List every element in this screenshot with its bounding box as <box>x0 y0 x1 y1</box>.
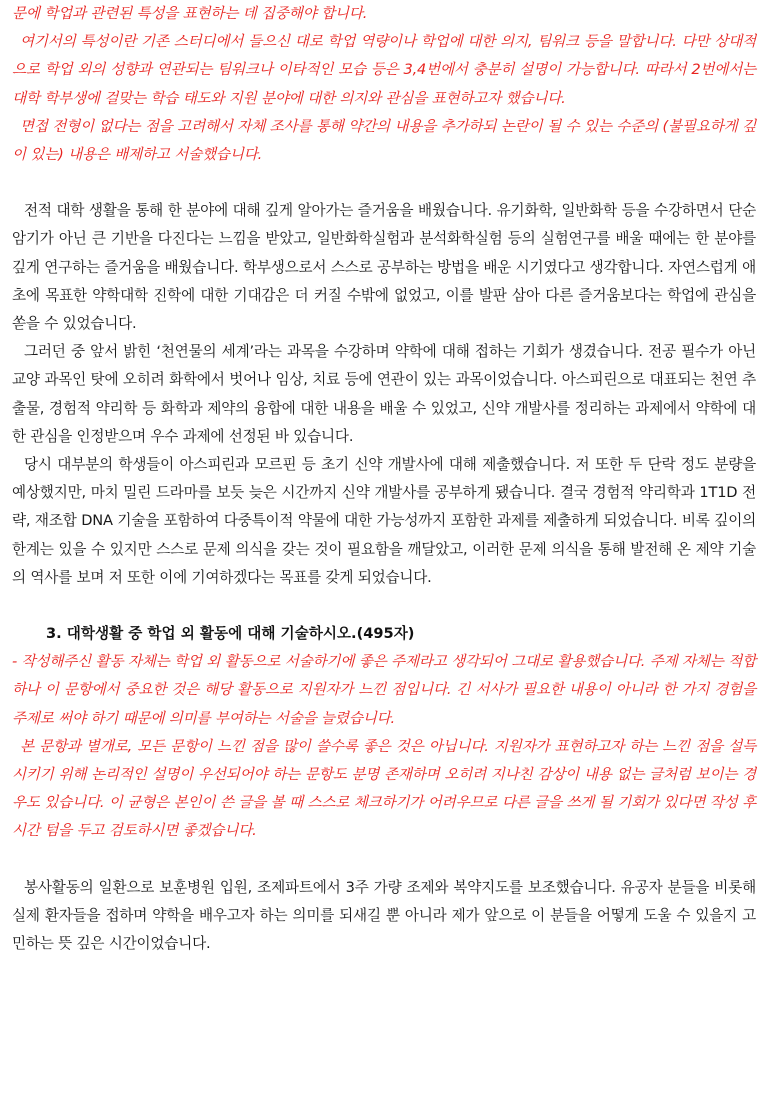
spacer <box>12 169 756 197</box>
feedback-paragraph: 본 문항과 별개로, 모든 문항이 느낀 점을 많이 쓸수록 좋은 것은 아닙니다. 지원자가 표현하고자 하는 느낀 점을 설득시키기 위해 논리적인 설명이 우선되어야 하는 문항도 분명 존재하며 오히려 지나친 감상이 내용 없는 글처럼 보이는 경우도 있습니다. 이 균형은 본인이 쓴 글을 볼 때 스스로 체크하기가 어려우므로 다른 글을 쓰게 될 기회가 있다면 작성 후 시간 텀을 두고 검토하시면 좋겠습니다. <box>12 737 756 840</box>
document-page <box>12 0 756 958</box>
feedback-paragraph: 문에 학업과 관련된 특성을 표현하는 데 집중해야 합니다. <box>12 5 368 22</box>
feedback-paragraph: 여기서의 특성이란 기존 스터디에서 들으신 대로 학업 역량이나 학업에 대한 의지, 팀워크 등을 말합니다. 다만 상대적으로 학업 외의 성향과 연관되는 팀워크나 이타적인 모습 등은 3,4번에서 충분히 설명이 가능합니다. 따라서 2번에서는 대학 학부생에 걸맞는 학습 태도와 지원 분야에 대한 의지와 관심을 표현하고자 했습니다. <box>12 33 756 107</box>
spacer <box>12 592 756 620</box>
feedback-paragraph: 면접 전형이 없다는 점을 고려해서 자체 조사를 통해 약간의 내용을 추가하되 논란이 될 수 있는 수준의 (불필요하게 깊이 있는) 내용은 배제하고 서술했습니다. <box>12 117 756 164</box>
spacer <box>12 846 756 874</box>
essay-paragraph: 전적 대학 생활을 통해 한 분야에 대해 깊게 알아가는 즐거움을 배웠습니다. 유기화학, 일반화학 등을 수강하면서 단순암기가 아닌 큰 기반을 다진다는 느낌을 받았고, 일반화학실험과 분석화학실험 등의 실험연구를 배울 때에는 한 분야를 깊게 연구하는 즐거움을 배웠습니다. 학부생으로서 스스로 공부하는 방법을 배운 시기였다고 생각합니다. 자연스럽게 애초에 목표한 약학대학 진학에 대한 기대감은 더 커질 수밖에 없었고, 이를 발판 삼아 다른 즐거움보다는 학업에 관심을 쏟을 수 있었습니다. <box>12 202 756 333</box>
essay-paragraph: 봉사활동의 일환으로 보훈병원 입원, 조제파트에서 3주 가량 조제와 복약지도를 보조했습니다. 유공자 분들을 비롯해 실제 환자들을 접하며 약학을 배우고자 하는 의미를 되새길 뿐 아니라 제가 앞으로 이 분들을 어떻게 도울 수 있을지 고민하는 뜻 깊은 시간이었습니다. <box>12 878 756 953</box>
question-heading: 3. 대학생활 중 학업 외 활동에 대해 기술하시오.(495자) <box>46 625 415 643</box>
essay-paragraph: 그러던 중 앞서 밝힌 ‘천연물의 세계’라는 과목을 수강하며 약학에 대해 접하는 기회가 생겼습니다. 전공 필수가 아닌 교양 과목인 탓에 오히려 화학에서 벗어나 임상, 치료 등에 연관이 있는 과목이었습니다. 아스피린으로 대표되는 천연 추출물, 경험적 약리학 등 화학과 제약의 융합에 대한 내용을 배울 수 있었고, 신약 개발사를 정리하는 과제에서 약학에 대한 관심을 인정받으며 우수 과제에 선정된 바 있습니다. <box>12 343 756 445</box>
feedback-paragraph: - 작성해주신 활동 자체는 학업 외 활동으로 서술하기에 좋은 주제라고 생각되어 그대로 활용했습니다. 주제 자체는 적합하나 이 문항에서 중요한 것은 해당 활동으로 지원자가 느낀 점입니다. 긴 서사가 필요한 내용이 아니라 한 가지 경험을 주제로 써야 하기 때문에 의미를 부여하는 서술을 늘렸습니다. <box>12 653 756 727</box>
essay-paragraph: 당시 대부분의 학생들이 아스피린과 모르핀 등 초기 신약 개발사에 대해 제출했습니다. 저 또한 두 단락 정도 분량을 예상했지만, 마치 밀린 드라마를 보듯 늦은 시간까지 신약 개발사를 공부하게 됐습니다. 결국 경험적 약리학과 1T1D 전략, 재조합 DNA 기술을 포함하여 다중특이적 약물에 대한 가능성까지 포함한 과제를 제출하게 되었습니다. 비록 깊이의 한계는 있을 수 있지만 스스로 문제 의식을 갖는 것이 필요함을 깨달았고, 이러한 문제 의식을 통해 발전해 온 제약 기술의 역사를 보며 저 또한 이에 기여하겠다는 목표를 갖게 되었습니다. <box>12 456 756 586</box>
